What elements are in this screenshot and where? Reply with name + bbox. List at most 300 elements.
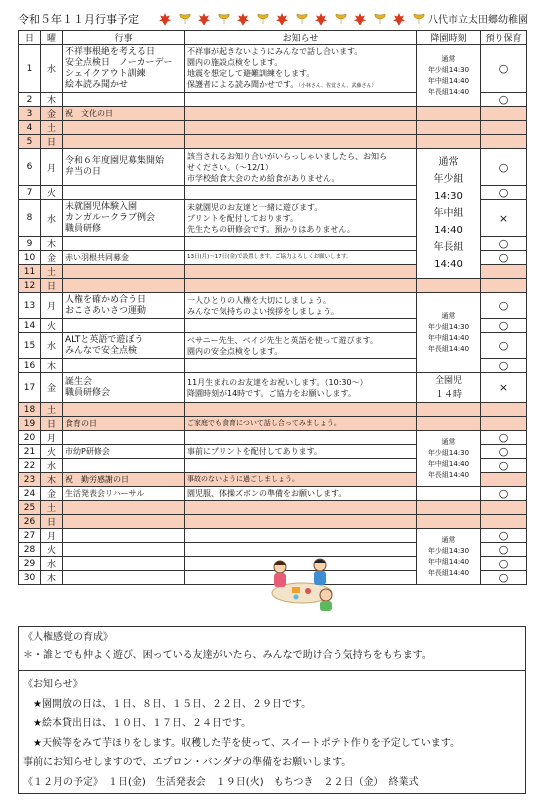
dismissal-time-line: 年長組14:40 xyxy=(427,470,470,479)
notice-cell xyxy=(185,107,417,121)
notice-text: 13日(月)～17日(金)で設置します。ご協力よろしくお願いします。 xyxy=(187,254,352,260)
table-row xyxy=(19,373,527,403)
event-line: 絵本読み聞かせ xyxy=(65,79,129,90)
notice-text: 保護者による読み聞かせです。 xyxy=(187,79,299,89)
weekday-cell: 金 xyxy=(41,107,63,121)
day-cell: 27 xyxy=(19,529,41,543)
notice-item: ★天候等をみて芋ほりをします。収穫した芋を使って、スイートポテト作りを予定しています。 xyxy=(33,737,460,749)
notice-text: 該当されるお知り合いがいらっしゃいましたら、お知ら xyxy=(187,151,387,161)
notice-text: 不祥事が起きないようにみんなで話し合います。 xyxy=(187,46,363,56)
event-cell xyxy=(63,403,185,417)
day-cell: 19 xyxy=(19,417,41,431)
table-header xyxy=(19,31,527,45)
weekday-cell: 月 xyxy=(41,149,63,186)
event-cell xyxy=(63,121,185,135)
dismissal-time-line: 年長組 xyxy=(433,242,464,253)
event-cell xyxy=(63,237,185,251)
weekday-cell: 土 xyxy=(41,265,63,279)
day-cell: 10 xyxy=(19,251,41,265)
event-line: おこさあいさつ運動 xyxy=(65,305,147,316)
notice-text: 事前にプリントを配付してあります。 xyxy=(187,447,323,456)
event-cell xyxy=(63,473,185,487)
event-cell xyxy=(63,333,185,359)
event-line: 生活発表会リハーサル xyxy=(65,489,145,498)
notice-line xyxy=(187,57,414,68)
leaf-decoration xyxy=(158,8,426,30)
dismissal-time-line: 年少組14:30 xyxy=(427,65,470,74)
dismissal-time-line: 通常 xyxy=(441,311,456,320)
event-cell xyxy=(63,445,185,459)
day-cell: 9 xyxy=(19,237,41,251)
weekday-cell: 日 xyxy=(41,279,63,293)
weekday-cell: 日 xyxy=(41,417,63,431)
notice-line xyxy=(187,295,414,306)
weekday-cell: 水 xyxy=(41,333,63,359)
notice-cell xyxy=(185,445,417,459)
school-name: 八代市立太田郷幼稚園 xyxy=(428,15,528,26)
notice-line xyxy=(187,252,414,263)
event-line: 不祥事根絶を考える日 xyxy=(65,46,156,57)
dismissal-time-line: 通常 xyxy=(441,437,456,446)
childcare-mark-cell xyxy=(481,501,527,515)
notice-item: ★園開放の日は、１日、８日、１５日、２２日、２９日です。 xyxy=(33,698,312,710)
maple-leaf-icon xyxy=(392,12,406,26)
notice-text: せください。（～12/1） xyxy=(187,162,273,172)
notice-line xyxy=(187,46,414,57)
day-cell: 1 xyxy=(19,45,41,93)
notice-line xyxy=(187,306,414,317)
notice-cell xyxy=(185,501,417,515)
event-cell xyxy=(63,265,185,279)
event-line: 弁当の日 xyxy=(65,167,102,177)
notice-cell xyxy=(185,359,417,373)
ginkgo-leaf-icon xyxy=(256,12,270,26)
dismissal-time-line: 年長組14:40 xyxy=(427,344,470,353)
table-row xyxy=(19,279,527,293)
dismissal-time-line: 年長組14:40 xyxy=(427,568,470,577)
table-row xyxy=(19,403,527,417)
notice-text: プリントを配付しております。 xyxy=(187,213,299,223)
event-cell xyxy=(63,279,185,293)
notice-cell xyxy=(185,251,417,265)
table-row xyxy=(19,293,527,319)
event-line: 職員研修 xyxy=(65,223,102,234)
human-rights-text: ＊・誰とでも仲よく遊び、困っている友達がいたら、みんなで助け合う気持ちをもちます。 xyxy=(23,650,432,661)
childcare-mark-cell: ○ xyxy=(481,319,527,333)
dismissal-time-line: 年長組14:40 xyxy=(427,87,470,96)
maple-leaf-icon xyxy=(236,12,250,26)
event-line: 食育の日 xyxy=(65,419,97,428)
maple-leaf-icon xyxy=(314,12,328,26)
day-cell: 24 xyxy=(19,487,41,501)
weekday-cell: 土 xyxy=(41,121,63,135)
weekday-cell: 土 xyxy=(41,501,63,515)
dismissal-time-cell xyxy=(417,431,481,487)
notice-cell xyxy=(185,431,417,445)
notice-cell xyxy=(185,135,417,149)
dismissal-time-line: 年少組14:30 xyxy=(427,546,470,555)
event-line: 祝 文化の日 xyxy=(65,109,113,118)
childcare-mark-cell xyxy=(481,265,527,279)
event-cell xyxy=(63,543,185,557)
event-cell xyxy=(63,251,185,265)
ginkgo-leaf-icon xyxy=(295,12,309,26)
ginkgo-leaf-icon xyxy=(412,12,426,26)
notice-line xyxy=(187,418,414,429)
dismissal-time-line: 通常 xyxy=(441,535,456,544)
weekday-cell: 水 xyxy=(41,45,63,93)
dismissal-time-line: 年少組 xyxy=(433,174,464,185)
day-cell: 29 xyxy=(19,557,41,571)
event-cell xyxy=(63,417,185,431)
dismissal-time-cell xyxy=(417,149,481,279)
header xyxy=(18,8,528,30)
childcare-mark-cell: ○ xyxy=(481,293,527,319)
dismissal-time-line: 年少組14:30 xyxy=(427,448,470,457)
notice-line xyxy=(187,151,414,162)
dismissal-time-cell xyxy=(417,121,481,135)
childcare-mark-cell: ○ xyxy=(481,333,527,359)
childcare-mark-cell xyxy=(481,417,527,431)
notice-cell xyxy=(185,93,417,107)
weekday-cell: 木 xyxy=(41,571,63,585)
maple-leaf-icon xyxy=(275,12,289,26)
human-rights-title: 《人権感覚の育成》 xyxy=(23,632,113,643)
day-cell: 15 xyxy=(19,333,41,359)
event-cell xyxy=(63,359,185,373)
day-cell: 6 xyxy=(19,149,41,186)
notice-text: 一人ひとりの人権を大切にしましょう。 xyxy=(187,295,331,305)
table-row xyxy=(19,107,527,121)
event-line: 未就園児体験入園 xyxy=(65,201,138,212)
day-cell: 13 xyxy=(19,293,41,319)
childcare-mark-cell xyxy=(481,107,527,121)
dismissal-time-line: 年中組14:40 xyxy=(427,76,470,85)
weekday-cell: 水 xyxy=(41,200,63,237)
dismissal-time-cell xyxy=(417,403,481,417)
notice-line xyxy=(187,446,414,457)
childcare-mark-cell: ○ xyxy=(481,431,527,445)
day-cell: 21 xyxy=(19,445,41,459)
event-line: 令和６年度園児募集開始 xyxy=(65,156,165,166)
dismissal-time-cell xyxy=(417,515,481,529)
weekday-cell: 木 xyxy=(41,237,63,251)
weekday-cell: 日 xyxy=(41,135,63,149)
notice-cell xyxy=(185,473,417,487)
dismissal-time-line: 通常 xyxy=(438,157,459,168)
event-cell xyxy=(63,200,185,237)
day-cell: 17 xyxy=(19,373,41,403)
event-cell xyxy=(63,186,185,200)
col-childcare-header: 預り保育 xyxy=(481,31,527,45)
event-cell xyxy=(63,135,185,149)
notice-line xyxy=(187,173,414,184)
weekday-cell: 木 xyxy=(41,359,63,373)
dismissal-time-cell xyxy=(417,279,481,293)
day-cell: 5 xyxy=(19,135,41,149)
dismissal-time-line: 全園児 xyxy=(434,375,462,386)
weekday-cell: 火 xyxy=(41,319,63,333)
event-cell xyxy=(63,149,185,186)
notice-cell xyxy=(185,403,417,417)
event-cell xyxy=(63,107,185,121)
childcare-mark-cell: ○ xyxy=(481,571,527,585)
dismissal-time-line: １４時 xyxy=(434,389,462,400)
childcare-mark-cell xyxy=(481,473,527,487)
event-calendar-table xyxy=(18,30,527,585)
day-cell: 16 xyxy=(19,359,41,373)
event-line: 祝 勤労感謝の日 xyxy=(65,475,129,484)
day-cell: 28 xyxy=(19,543,41,557)
day-cell: 25 xyxy=(19,501,41,515)
event-cell xyxy=(63,529,185,543)
notice-cell xyxy=(185,515,417,529)
notice-cell xyxy=(185,149,417,186)
ginkgo-leaf-icon xyxy=(334,12,348,26)
maple-leaf-icon xyxy=(158,12,172,26)
childcare-mark-cell: ○ xyxy=(481,45,527,93)
notice-text: 降園時刻が14時です。ご協力をお願いします。 xyxy=(187,388,356,398)
event-line: 誕生会 xyxy=(65,376,93,387)
notice-cell xyxy=(185,45,417,93)
event-cell xyxy=(63,319,185,333)
weekday-cell: 火 xyxy=(41,543,63,557)
event-cell xyxy=(63,431,185,445)
table-row xyxy=(19,121,527,135)
day-cell: 12 xyxy=(19,279,41,293)
notice-line xyxy=(187,335,414,346)
weekday-cell: 火 xyxy=(41,186,63,200)
weekday-cell: 水 xyxy=(41,557,63,571)
bottom-notes xyxy=(18,626,526,794)
day-cell: 23 xyxy=(19,473,41,487)
notice-item: ★絵本貸出日は、１０日、１７日、２４日です。 xyxy=(33,718,252,729)
notice-line xyxy=(187,79,414,92)
day-cell: 7 xyxy=(19,186,41,200)
notice-cell xyxy=(185,293,417,319)
notice-text: 園児服、体操ズボンの準備をお願いします。 xyxy=(187,489,347,498)
childcare-mark-cell: ○ xyxy=(481,251,527,265)
notice-line xyxy=(187,224,414,235)
notice-section xyxy=(19,671,525,796)
weekday-cell: 月 xyxy=(41,293,63,319)
notice-text: みんなで気持ちのよい挨拶をしましょう。 xyxy=(187,306,339,316)
day-cell: 30 xyxy=(19,571,41,585)
children-illustration xyxy=(262,553,342,613)
dismissal-time-cell xyxy=(417,501,481,515)
dismissal-time-line: 14:30 xyxy=(434,191,463,202)
maple-leaf-icon xyxy=(353,12,367,26)
notice-text: 市学校給食大会のため給食がありません。 xyxy=(187,173,340,183)
day-cell: 11 xyxy=(19,265,41,279)
childcare-mark-cell: × xyxy=(481,373,527,403)
childcare-mark-cell: ○ xyxy=(481,445,527,459)
event-line: カンガルークラブ例会 xyxy=(65,212,156,223)
childcare-mark-cell: ○ xyxy=(481,237,527,251)
notice-title: 《お知らせ》 xyxy=(23,679,83,690)
ginkgo-leaf-icon xyxy=(178,12,192,26)
ginkgo-leaf-icon xyxy=(217,12,231,26)
notice-cell xyxy=(185,200,417,237)
notice-cell xyxy=(185,417,417,431)
col-dismissal-header: 降園時刻 xyxy=(417,31,481,45)
notice-text: 11月生まれのお友達をお祝いします。（10:30～） xyxy=(187,377,368,387)
weekday-cell: 木 xyxy=(41,93,63,107)
notice-text: 未就園児のお友達と一緒に遊びます。 xyxy=(187,202,323,212)
childcare-mark-cell: × xyxy=(481,200,527,237)
day-cell: 2 xyxy=(19,93,41,107)
notice-line xyxy=(187,162,414,173)
dismissal-time-line: 年中組14:40 xyxy=(427,557,470,566)
day-cell: 18 xyxy=(19,403,41,417)
notice-line xyxy=(187,213,414,224)
notice-text: 事故のないように過ごしましょう。 xyxy=(187,475,299,483)
weekday-cell: 水 xyxy=(41,459,63,473)
childcare-mark-cell: ○ xyxy=(481,186,527,200)
table-row xyxy=(19,417,527,431)
notice-cell xyxy=(185,373,417,403)
childcare-mark-cell: ○ xyxy=(481,487,527,501)
notice-line xyxy=(187,346,414,357)
notice-cell xyxy=(185,121,417,135)
weekday-cell: 月 xyxy=(41,529,63,543)
ginkgo-leaf-icon xyxy=(373,12,387,26)
childcare-mark-cell: ○ xyxy=(481,529,527,543)
col-notice-header: お知らせ xyxy=(185,31,417,45)
dismissal-time-line: 14:40 xyxy=(434,225,463,236)
weekday-cell: 日 xyxy=(41,515,63,529)
notice-cell xyxy=(185,319,417,333)
notice-cell xyxy=(185,265,417,279)
childcare-mark-cell xyxy=(481,515,527,529)
dismissal-time-cell xyxy=(417,487,481,501)
col-day-header: 日 xyxy=(19,31,41,45)
dismissal-time-line: 通常 xyxy=(441,54,456,63)
childcare-mark-cell: ○ xyxy=(481,359,527,373)
event-cell xyxy=(63,557,185,571)
event-cell xyxy=(63,373,185,403)
notice-text: ベサニー先生、ベイジ先生と英語を使って遊びます。 xyxy=(187,335,379,345)
day-cell: 4 xyxy=(19,121,41,135)
dismissal-time-line: 年中組 xyxy=(433,208,464,219)
dismissal-time-line: 年中組14:40 xyxy=(427,333,470,342)
table-row xyxy=(19,529,527,543)
notice-cell xyxy=(185,459,417,473)
notice-text: 園内の施設点検をします。 xyxy=(187,57,283,67)
table-row xyxy=(19,149,527,186)
event-cell xyxy=(63,459,185,473)
notice-line xyxy=(187,202,414,213)
dismissal-time-cell xyxy=(417,529,481,585)
notice-text: 地震を想定して避難訓練をします。 xyxy=(187,68,315,78)
notice-text: ご家庭でも食育について話し合ってみましょう。 xyxy=(187,419,341,427)
dismissal-time-cell xyxy=(417,135,481,149)
event-cell xyxy=(63,501,185,515)
event-cell xyxy=(63,515,185,529)
childcare-mark-cell: ○ xyxy=(481,149,527,186)
weekday-cell: 金 xyxy=(41,373,63,403)
weekday-cell: 火 xyxy=(41,445,63,459)
day-cell: 8 xyxy=(19,200,41,237)
notice-cell xyxy=(185,279,417,293)
childcare-mark-cell xyxy=(481,135,527,149)
weekday-cell: 木 xyxy=(41,473,63,487)
notice-cell xyxy=(185,529,417,543)
childcare-mark-cell: ○ xyxy=(481,543,527,557)
col-event-header: 行事 xyxy=(63,31,185,45)
december-plan: 《１２月の予定》 １日(金) 生活発表会 １９日(火) もちつき ２２日（金） 終業式 xyxy=(23,776,419,788)
dismissal-time-cell xyxy=(417,45,481,107)
event-cell xyxy=(63,487,185,501)
notice-text: 先生たちの研修会です。預かりはありません。 xyxy=(187,224,355,234)
event-line: 職員研修会 xyxy=(65,387,111,398)
dismissal-time-line: 年少組14:30 xyxy=(427,322,470,331)
day-cell: 22 xyxy=(19,459,41,473)
dismissal-time-cell xyxy=(417,293,481,373)
notice-small-text: （小林さん、佐覚さん、武藤さん） xyxy=(298,82,377,89)
dismissal-time-cell xyxy=(417,417,481,431)
dismissal-time-line: 14:40 xyxy=(434,259,463,270)
event-cell xyxy=(63,571,185,585)
event-cell xyxy=(63,45,185,93)
weekday-cell: 土 xyxy=(41,403,63,417)
childcare-mark-cell xyxy=(481,279,527,293)
table-row xyxy=(19,431,527,445)
table-row xyxy=(19,501,527,515)
maple-leaf-icon xyxy=(197,12,211,26)
notice-line xyxy=(187,488,414,499)
event-line: 市幼P研修会 xyxy=(65,447,110,456)
notice-line xyxy=(187,388,414,399)
childcare-mark-cell: ○ xyxy=(481,557,527,571)
notice-note: 事前にお知らせしますので、エプロン・バンダナの準備をお願いします。 xyxy=(23,757,352,768)
notice-text: 園内の安全点検をします。 xyxy=(187,346,283,356)
dismissal-time-cell xyxy=(417,107,481,121)
table-row xyxy=(19,135,527,149)
table-row xyxy=(19,515,527,529)
childcare-mark-cell: ○ xyxy=(481,459,527,473)
notice-cell xyxy=(185,237,417,251)
event-line: 赤い羽根共同募金 xyxy=(65,253,129,262)
notice-line xyxy=(187,474,414,485)
dismissal-time-cell xyxy=(417,373,481,403)
day-cell: 26 xyxy=(19,515,41,529)
day-cell: 14 xyxy=(19,319,41,333)
event-cell xyxy=(63,293,185,319)
childcare-mark-cell xyxy=(481,403,527,417)
event-line: 人権を確かめ合う日 xyxy=(65,294,147,305)
event-cell xyxy=(63,93,185,107)
day-cell: 3 xyxy=(19,107,41,121)
day-cell: 20 xyxy=(19,431,41,445)
notice-line xyxy=(187,68,414,79)
event-line: 安全点検日 ノーカーデー xyxy=(65,57,173,68)
page-title: 令和５年１１月行事予定 xyxy=(18,13,139,26)
col-weekday-header: 曜 xyxy=(41,31,63,45)
table-row xyxy=(19,45,527,93)
notice-cell xyxy=(185,333,417,359)
event-line: みんなで安全点検 xyxy=(65,345,138,356)
event-line: ALTと英語で遊ぼう xyxy=(65,334,144,345)
weekday-cell: 月 xyxy=(41,431,63,445)
weekday-cell: 金 xyxy=(41,487,63,501)
dismissal-time-line: 年中組14:40 xyxy=(427,459,470,468)
table-row xyxy=(19,487,527,501)
event-line: シェイクアウト訓練 xyxy=(65,68,146,79)
human-rights-section xyxy=(19,627,525,671)
notice-line xyxy=(187,377,414,388)
notice-cell xyxy=(185,186,417,200)
